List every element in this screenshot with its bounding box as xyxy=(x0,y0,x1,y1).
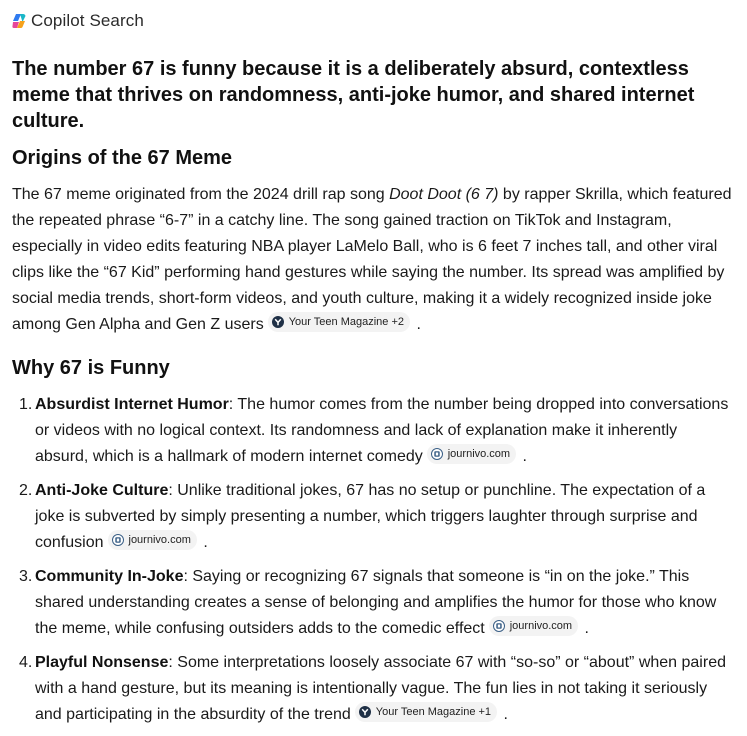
origins-heading: Origins of the 67 Meme xyxy=(12,147,233,169)
origins-text-b: by rapper Skrilla, which featured the repeated phrase “6-7” in a catchy line. The song gained traction on TikTok and Instagram, especially in video edits featuring NBA player LaMelo Ball, who is 6 feet 7 inches tall, and other viral clips like the “67 Kid” performing hand gestures while saying the number. Its spread was amplified by social media trends, short-form videos, and youth culture, making it a widely recognized inside joke among Gen Alpha and Gen Z users xyxy=(12,186,732,333)
sentence-end: . xyxy=(203,534,208,551)
origins-paragraph xyxy=(12,182,734,338)
reasons-list xyxy=(12,392,734,728)
list-item xyxy=(12,650,734,728)
brand-header[interactable] xyxy=(11,10,144,32)
brand-name: Copilot Search xyxy=(31,11,144,30)
your-teen-magazine-icon xyxy=(359,706,371,718)
citation-badge[interactable] xyxy=(427,444,516,464)
citation-label: journivo.com xyxy=(509,620,573,632)
item-term: Absurdist Internet Humor xyxy=(35,396,229,413)
list-item xyxy=(12,392,734,470)
item-number: 2. xyxy=(19,482,33,499)
citation-label: Your Teen Magazine +2 xyxy=(288,316,405,328)
item-term: Anti-Joke Culture xyxy=(35,482,169,499)
item-number: 3. xyxy=(19,568,33,585)
citation-label: journivo.com xyxy=(128,534,191,546)
item-term: Playful Nonsense xyxy=(35,654,169,671)
item-term: Community In-Joke xyxy=(35,568,184,585)
item-number: 1. xyxy=(19,396,33,413)
item-text: : Unlike traditional jokes, 67 has no setup or punchline. The expectation of a joke is subverted by simply presenting a number, which triggers laughter through surprise and confusion xyxy=(35,482,706,551)
answer-title: The number 67 is funny because it is a deliberately absurd, contextless meme that thrives on randomness, anti-joke humor, and shared internet culture. xyxy=(12,58,695,132)
your-teen-magazine-icon xyxy=(272,316,284,328)
journivo-icon xyxy=(431,448,443,460)
item-text: : Some interpretations loosely associate 67 with “so-so” or “about” when paired with a hand gesture, but its meaning is intentionally vague. The fun lies in not taking it seriously and participating in the absurdity of the trend xyxy=(35,654,726,723)
journivo-icon xyxy=(112,534,124,546)
sentence-end: . xyxy=(584,620,589,637)
citation-badge[interactable] xyxy=(489,616,578,636)
sentence-end: . xyxy=(503,706,508,723)
origins-text-a: The 67 meme originated from the 2024 drill rap song xyxy=(12,186,390,203)
citation-label: journivo.com xyxy=(447,448,511,460)
list-item xyxy=(12,478,734,556)
citation-badge[interactable] xyxy=(355,702,497,722)
citation-badge[interactable] xyxy=(268,312,410,332)
list-item xyxy=(12,564,734,642)
citation-label: Your Teen Magazine +1 xyxy=(375,706,492,718)
citation-badge[interactable] xyxy=(108,530,197,550)
song-title: Doot Doot (6 7) xyxy=(389,186,499,203)
journivo-icon xyxy=(493,620,505,632)
item-text: : Saying or recognizing 67 signals that someone is “in on the joke.” This shared understanding creates a sense of belonging and amplifies the humor for those who know the meme, while confusing outsiders adds to the comedic effect xyxy=(35,568,717,637)
why-heading: Why 67 is Funny xyxy=(12,357,170,379)
item-text: : The humor comes from the number being dropped into conversations or videos with no logical context. Its randomness and lack of explanation make it inherently absurd, which is a hallmark of modern internet comedy xyxy=(35,396,729,465)
item-number: 4. xyxy=(19,654,33,671)
sentence-end: . xyxy=(416,316,421,333)
copilot-logo-icon xyxy=(11,13,27,29)
sentence-end: . xyxy=(522,448,527,465)
